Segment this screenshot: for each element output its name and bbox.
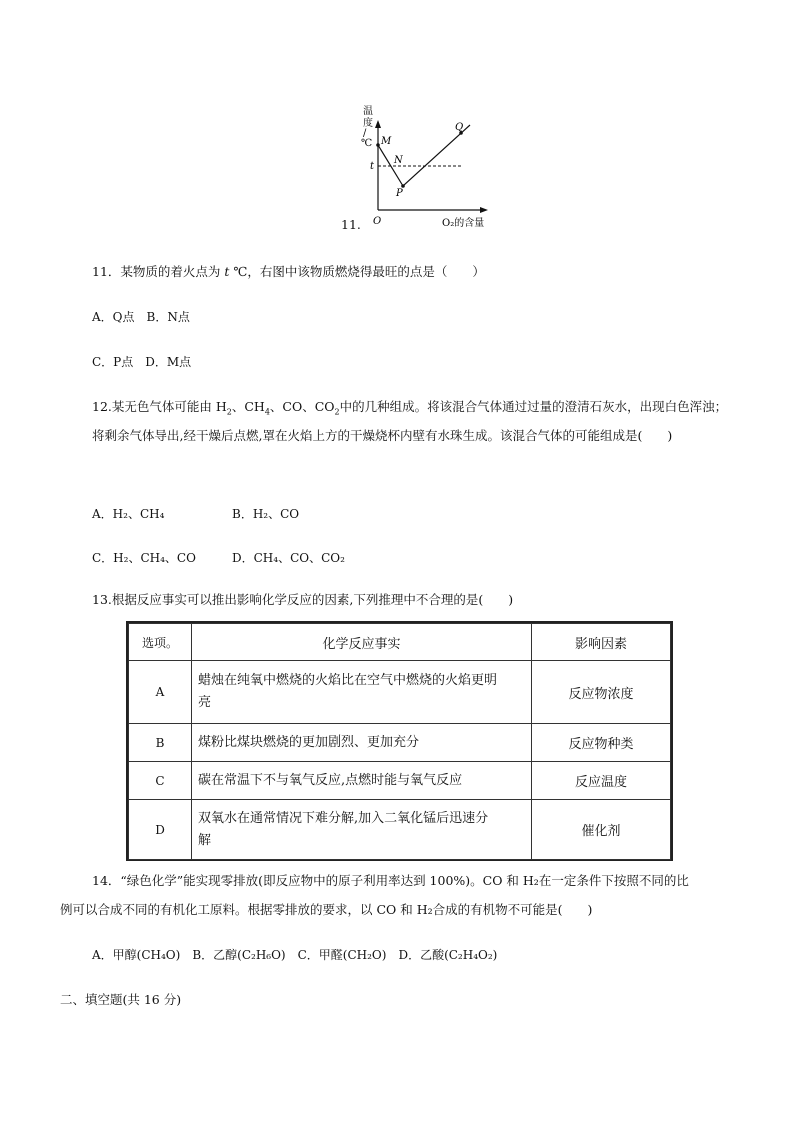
q11-stem bbox=[92, 262, 485, 280]
label-n: N bbox=[394, 155, 403, 166]
header-option: 选项。 bbox=[129, 624, 192, 661]
q14-line2: 例可以合成不同的有机化工原料。根据零排放的要求，以 CO 和 H₂合成的有机物不可能是( ) bbox=[60, 902, 593, 917]
point-m-dot bbox=[376, 143, 380, 147]
q12-option-a: A．H₂、CH₄ bbox=[92, 507, 165, 521]
temperature-o2-graph bbox=[355, 100, 500, 235]
label-m: M bbox=[381, 136, 392, 147]
row-factor: 反应温度 bbox=[532, 762, 671, 800]
row-factor: 反应物浓度 bbox=[532, 661, 671, 724]
q12-line2: 将剩余气体导出,经干燥后点燃,罩在火焰上方的干燥烧杯内壁有水珠生成。该混合气体的可能组成是( ) bbox=[92, 428, 673, 443]
table-header-row bbox=[129, 624, 671, 661]
q11-stem-b: ℃，右图中该物质燃烧得最旺的点是（ ） bbox=[233, 264, 485, 279]
q14-options: A．甲醇(CH₄O) B．乙醇(C₂H₆O) C．甲醛(CH₂O) D．乙酸(C₂H₄O₂) bbox=[92, 948, 498, 962]
q12-line1 bbox=[92, 397, 727, 417]
label-origin: O bbox=[373, 216, 382, 227]
header-fact: 化学反应事实 bbox=[192, 624, 532, 661]
table-row bbox=[129, 661, 671, 724]
table-row bbox=[129, 800, 671, 860]
figure-caption: 11. bbox=[341, 217, 361, 232]
q12-option-b: B．H₂、CO bbox=[232, 507, 300, 521]
row-factor: 催化剂 bbox=[532, 800, 671, 860]
q11-stem-a: 11．某物质的着火点为 bbox=[92, 264, 221, 279]
row-option: D bbox=[129, 800, 192, 860]
q11-options-line1: A．Q点 B．N点 bbox=[92, 310, 190, 324]
q14-line1: 14．“绿色化学”能实现零排放(即反应物中的原子利用率达到 100%)。CO 和 H₂在一定条件下按照不同的比 bbox=[92, 873, 689, 888]
q12-option-d: D．CH₄、CO、CO₂ bbox=[232, 551, 345, 565]
q13-table bbox=[126, 621, 673, 861]
row-fact: 双氧水在通常情况下难分解,加入二氧化锰后迅速分 解 bbox=[192, 800, 532, 860]
ylabel-line4: ℃ bbox=[361, 138, 373, 149]
row-factor: 反应物种类 bbox=[532, 724, 671, 762]
row-option: C bbox=[129, 762, 192, 800]
curve bbox=[378, 125, 470, 186]
x-axis-arrow bbox=[480, 207, 488, 213]
header-factor: 影响因素 bbox=[532, 624, 671, 661]
ylabel-line1: 温 bbox=[363, 106, 373, 117]
row-option: A bbox=[129, 661, 192, 724]
label-p: P bbox=[396, 188, 403, 199]
q13-stem: 13.根据反应事实可以推出影响化学反应的因素,下列推理中不合理的是( ) bbox=[92, 592, 514, 607]
q12-option-c: C．H₂、CH₄、CO bbox=[92, 551, 196, 565]
y-axis-arrow bbox=[375, 120, 381, 128]
row-fact: 煤粉比煤块燃烧的更加剧烈、更加充分 bbox=[192, 724, 532, 762]
table-row bbox=[129, 724, 671, 762]
ylabel-line2: 度 bbox=[363, 118, 373, 129]
ylabel-line3: / bbox=[363, 128, 367, 139]
label-q: Q bbox=[455, 122, 464, 133]
q12-line1-text: 12.某无色气体可能由 $H_2$、$CH_4$、CO、$CO_2$中的几种组成。将该混合气体通过过量的澄清石灰水，出现白色浑浊； bbox=[92, 399, 728, 417]
section2-title: 二、填空题(共 16 分) bbox=[60, 992, 182, 1007]
row-fact: 蜡烛在纯氧中燃烧的火焰比在空气中燃烧的火焰更明 亮 bbox=[192, 661, 532, 724]
row-option: B bbox=[129, 724, 192, 762]
table-row bbox=[129, 762, 671, 800]
xlabel: O₂的含量 bbox=[442, 218, 485, 229]
label-t: t bbox=[370, 161, 375, 172]
row-fact: 碳在常温下不与氧气反应,点燃时能与氧气反应 bbox=[192, 762, 532, 800]
q11-stem-t: t bbox=[224, 264, 230, 279]
q11-options-line2: C．P点 D．M点 bbox=[92, 355, 192, 369]
